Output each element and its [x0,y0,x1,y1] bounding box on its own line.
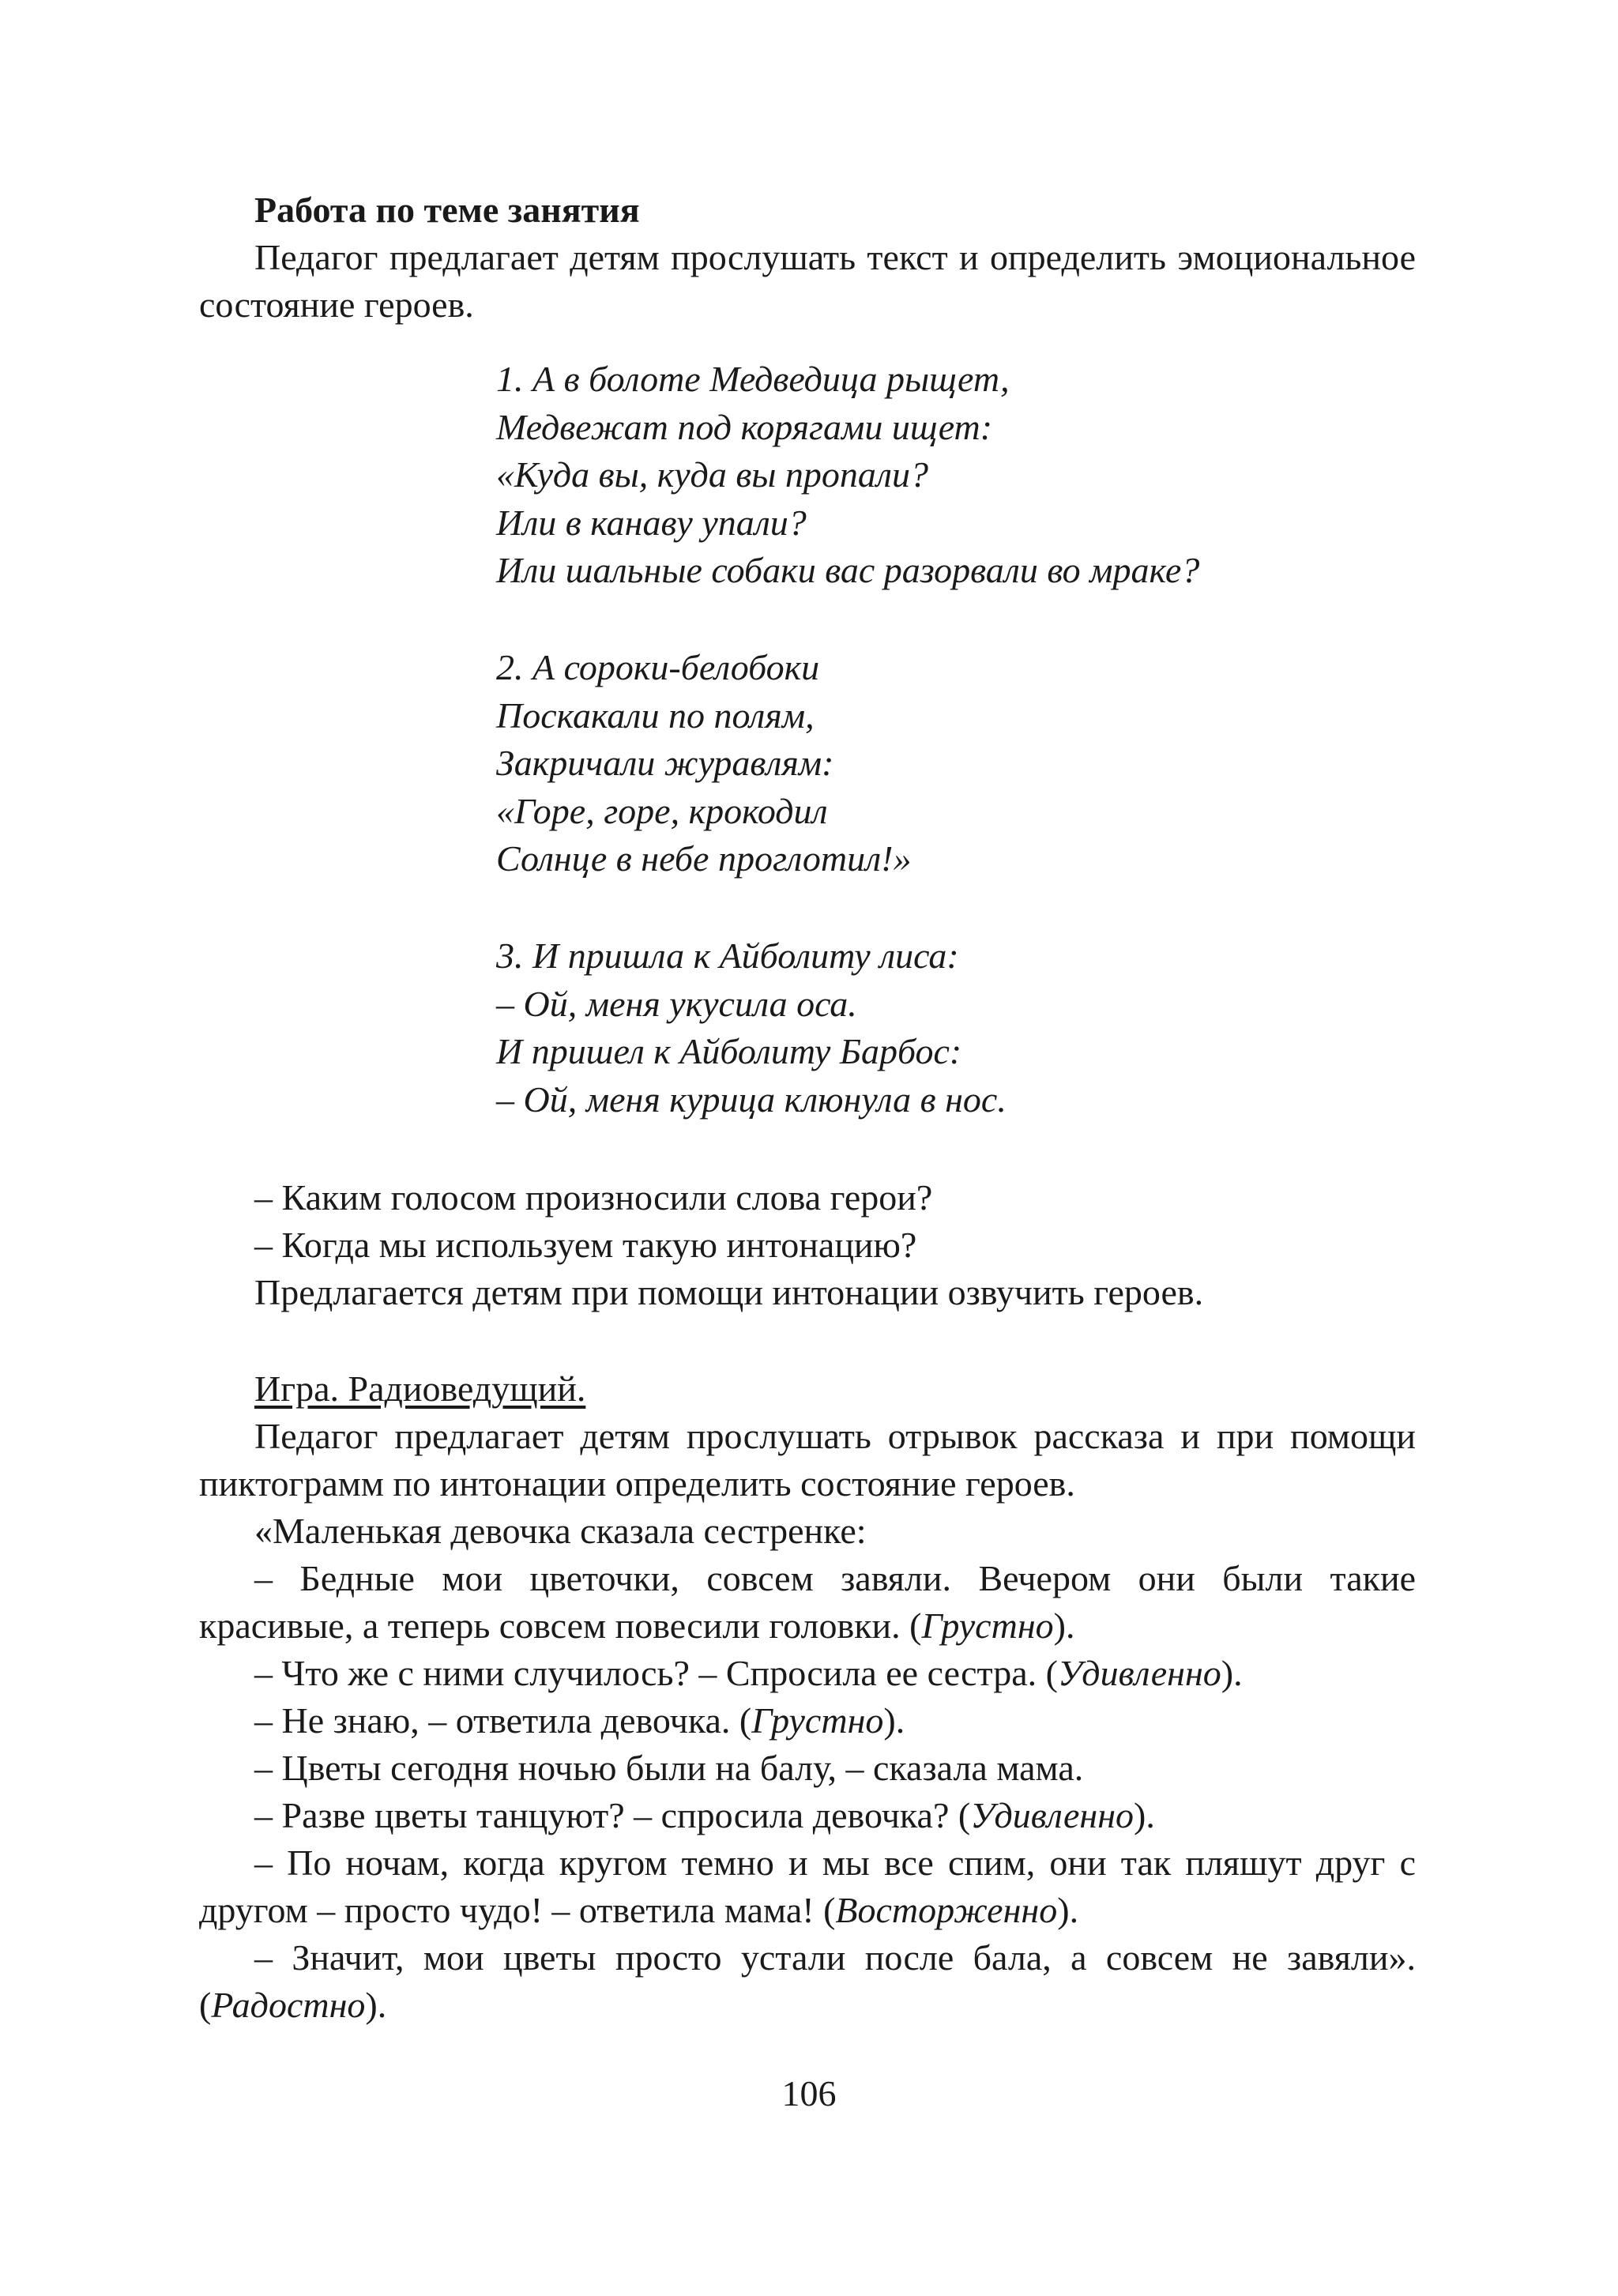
poem-excerpt-2 [496,644,912,883]
game-title-text: Игра. Радиоведущий. [254,1368,586,1409]
dialogue-text: – Цветы сегодня ночью были на балу, – сказала мама. [254,1748,1084,1788]
dialogue-text: – Значит, мои цветы просто устали после бала, а совсем не завяли». ( [199,1937,1416,2025]
questions-block [199,1174,1416,1316]
emotion-label: Грустно [751,1700,884,1741]
dialogue-line [199,1934,1416,2029]
poem-line: Поскакали по полям, [496,694,815,736]
question-line: – Когда мы используем такую интонацию? [254,1225,917,1265]
emotion-label: Восторженно [835,1890,1058,1930]
dialogue-closing: ). [883,1700,905,1741]
section-heading: Работа по теме занятия [254,190,640,230]
section-intro-block [199,186,1416,329]
dialogue-closing: ). [1221,1653,1243,1693]
emotion-label: Грустно [921,1605,1054,1646]
emotion-label: Удивленно [970,1795,1134,1835]
dialogue-line [199,1745,1416,1792]
dialogue-line [199,1839,1416,1934]
poem-line: «Куда вы, куда вы пропали? [496,454,928,495]
section-intro-paragraph: Педагог предлагает детям прослушать текст и определить эмоциональное состояние героев. [199,237,1416,325]
dialogue-text: – Не знаю, – ответила девочка. ( [254,1700,752,1741]
game-intro-paragraph: Педагог предлагает детям прослушать отрывок рассказа и при помощи пиктограмм по интонации определить состояние героев. [199,1416,1416,1504]
question-line: – Каким голосом произносили слова герои? [254,1177,933,1218]
poem-excerpt-1 [496,356,1199,595]
dialogue-line [199,1555,1416,1650]
dialogue-line [199,1792,1416,1839]
dialogue-text: – Бедные мои цветочки, совсем завяли. Вечером они были такие красивые, а теперь совсем повесили головки. ( [199,1558,1416,1646]
dialogue-closing: ). [1057,1890,1079,1930]
poem-line: 3. И пришла к Айболиту лиса: [496,935,959,976]
poem-excerpt-3 [496,932,1007,1124]
dialogue-text: – Разве цветы танцуют? – спросила девочка? ( [254,1795,971,1835]
poem-line: – Ой, меня укусила оса. [496,983,857,1024]
dialogue-line [199,1650,1416,1697]
game-section [199,1365,1416,2029]
game-title [199,1365,1416,1413]
dialogue-text: – По ночам, когда кругом темно и мы все спим, они так пляшут друг с другом – просто чудо! – ответила мама! ( [199,1842,1416,1930]
dialogue-closing: ). [1134,1795,1155,1835]
poem-line: Или в канаву упали? [496,502,807,543]
emotion-label: Удивленно [1057,1653,1221,1693]
poem-line: Солнце в небе проглотил!» [496,838,912,879]
poem-line: – Ой, меня курица клюнула в нос. [496,1078,1007,1120]
story-lead-line: «Маленькая девочка сказала сестренке: [254,1511,867,1551]
page-number: 106 [781,2073,837,2113]
instruction-line: Предлагается детям при помощи интонации озвучить героев. [254,1272,1204,1312]
poem-line: 2. А сороки-белобоки [496,647,820,687]
dialogue-closing: ). [1053,1605,1075,1646]
poem-line: «Горе, горе, крокодил [496,790,828,831]
dialogue-line [199,1697,1416,1745]
dialogue-closing: ). [365,1985,387,2025]
poem-line: Или шальные собаки вас разорвали во мраке? [496,550,1200,591]
poem-line: Закричали журавлям: [496,743,834,784]
poem-line: И пришел к Айболиту Барбос: [496,1031,962,1072]
poem-line: 1. А в болоте Медведица рыщет, [496,359,1010,399]
poem-line: Медвежат под корягами ищет: [496,406,993,447]
dialogue-text: – Что же с ними случилось? – Спросила ее сестра. ( [254,1653,1058,1693]
emotion-label: Радостно [211,1985,366,2025]
